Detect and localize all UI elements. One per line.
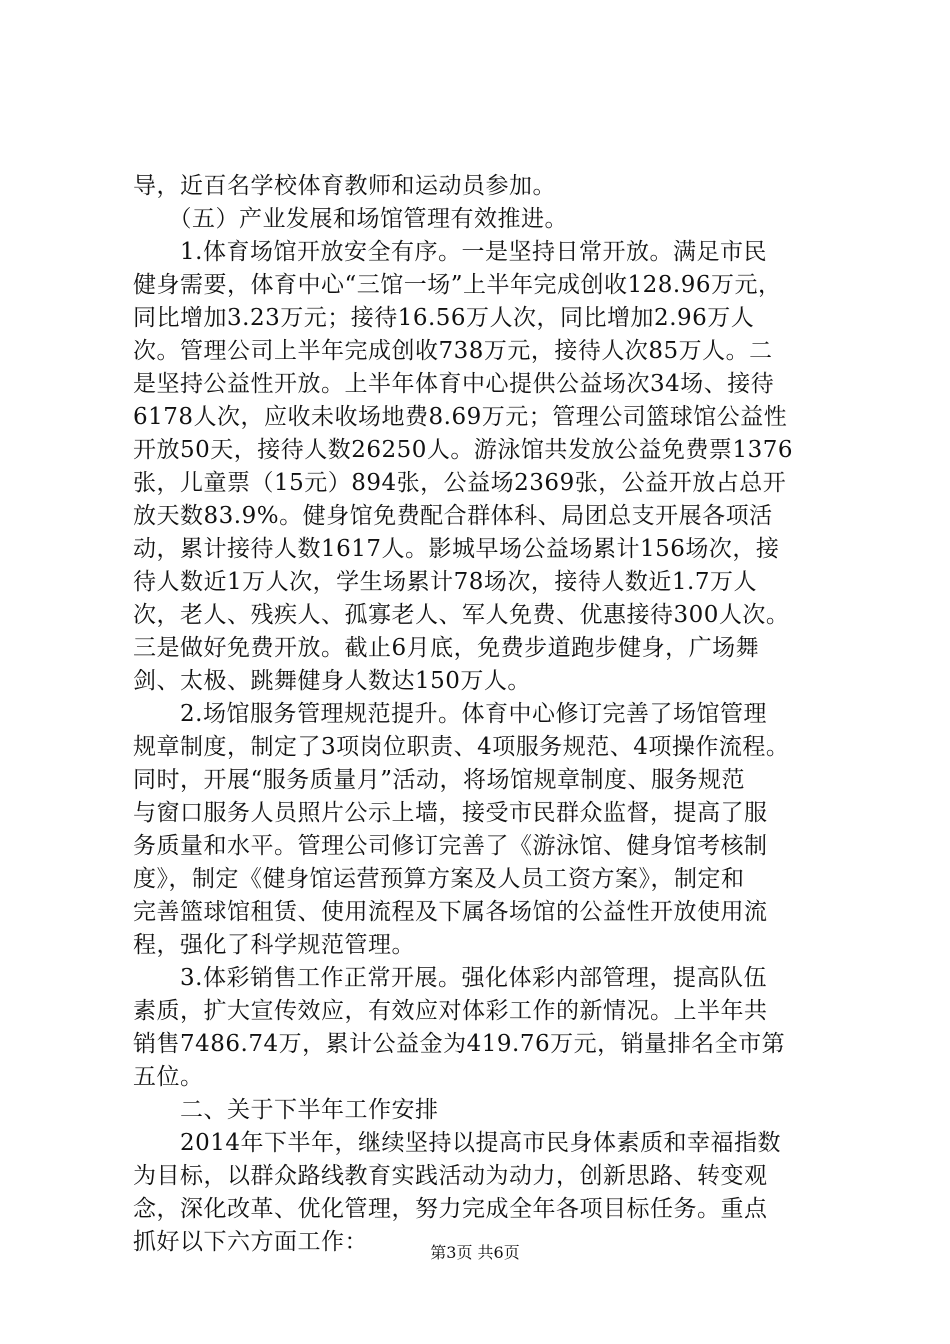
text-line: 规章制度，制定了3项岗位职责、4项服务规范、4项操作流程。 xyxy=(133,734,790,760)
text-line: 动，累计接待人数1617人。影城早场公益场累计156场次，接 xyxy=(133,536,780,562)
text-line: 次。管理公司上半年完成创收738万元，接待人次85万人。二 xyxy=(133,338,773,364)
text-line: 完善篮球馆租赁、使用流程及下属各场馆的公益性开放使用流 xyxy=(133,899,768,925)
text-line: 素质，扩大宣传效应，有效应对体彩工作的新情况。上半年共 xyxy=(133,998,768,1024)
text-line: 务质量和水平。管理公司修订完善了《游泳馆、健身馆考核制 xyxy=(133,833,768,859)
text-line: 同比增加3.23万元；接待16.56万人次，同比增加2.96万人 xyxy=(133,305,755,331)
text-line: 放天数83.9%。健身馆免费配合群体科、局团总支开展各项活 xyxy=(133,503,773,529)
document-body xyxy=(133,170,833,1259)
text-line: 五位。 xyxy=(133,1064,204,1090)
text-line: 2014年下半年，继续坚持以提高市民身体素质和幸福指数 xyxy=(133,1130,782,1156)
text-line: 2.场馆服务管理规范提升。体育中心修订完善了场馆管理 xyxy=(133,701,767,727)
text-line: 是坚持公益性开放。上半年体育中心提供公益场次34场、接待 xyxy=(133,371,775,397)
text-line: 1.体育场馆开放安全有序。一是坚持日常开放。满足市民 xyxy=(133,239,767,265)
text-line: 念，深化改革、优化管理，努力完成全年各项目标任务。重点 xyxy=(133,1196,768,1222)
text-line: 开放50天，接待人数26250人。游泳馆共发放公益免费票1376 xyxy=(133,437,793,463)
text-line: 健身需要，体育中心“三馆一场”上半年完成创收128.96万元， xyxy=(133,272,782,298)
text-line: 为目标，以群众路线教育实践活动为动力，创新思路、转变观 xyxy=(133,1163,768,1189)
text-line: 张，儿童票（15元）894张，公益场2369张，公益开放占总开 xyxy=(133,470,787,496)
text-line: 抓好以下六方面工作： xyxy=(133,1229,368,1255)
text-line: 6178人次，应收未收场地费8.69万元；管理公司篮球馆公益性 xyxy=(133,404,788,430)
text-line: 剑、太极、跳舞健身人数达150万人。 xyxy=(133,668,531,694)
text-line: 销售7486.74万，累计公益金为419.76万元，销量排名全市第 xyxy=(133,1031,786,1057)
text-line: 度》，制定《健身馆运营预算方案及人员工资方案》，制定和 xyxy=(133,866,745,892)
page-footer: 第3页 共6页 xyxy=(430,1243,520,1262)
text-line: 程，强化了科学规范管理。 xyxy=(133,932,415,958)
text-line: 二、关于下半年工作安排 xyxy=(133,1097,439,1123)
text-line: 次，老人、残疾人、孤寡老人、军人免费、优惠接待300人次。 xyxy=(133,602,790,628)
text-line: 同时，开展“服务质量月”活动，将场馆规章制度、服务规范 xyxy=(133,767,746,793)
text-line: 3.体彩销售工作正常开展。强化体彩内部管理，提高队伍 xyxy=(133,965,767,991)
text-line: （五）产业发展和场馆管理有效推进。 xyxy=(133,206,568,232)
text-line: 导，近百名学校体育教师和运动员参加。 xyxy=(133,173,556,199)
text-line: 待人数近1万人次，学生场累计78场次，接待人数近1.7万人 xyxy=(133,569,757,595)
text-line: 三是做好免费开放。截止6月底，免费步道跑步健身，广场舞 xyxy=(133,635,760,661)
text-line: 与窗口服务人员照片公示上墙，接受市民群众监督，提高了服 xyxy=(133,800,768,826)
